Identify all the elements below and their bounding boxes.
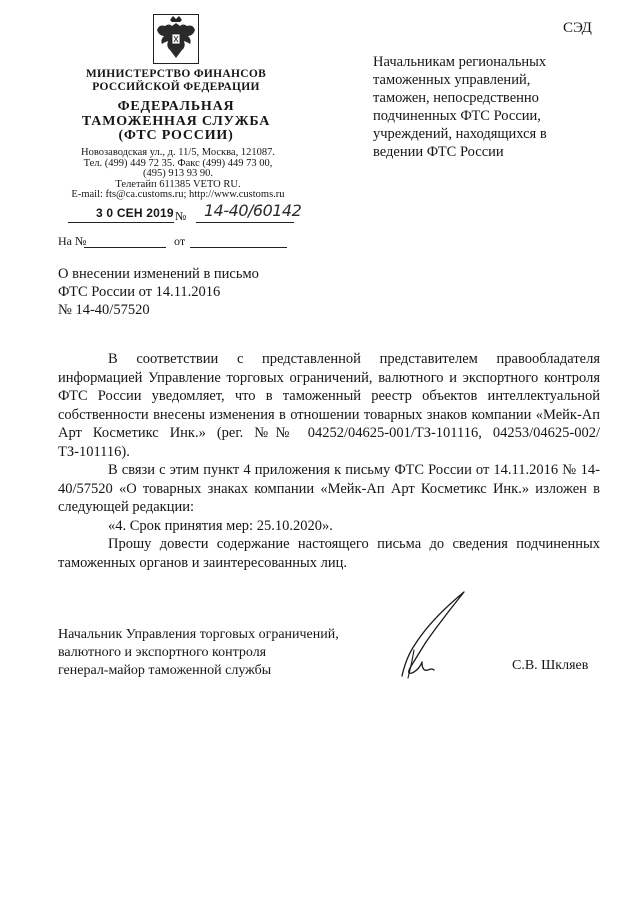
addressee-line: подчиненных ФТС России, bbox=[373, 108, 541, 124]
body-paragraph: В соответствии с представленной представителем правообладателя информацией Управление торговых ограничений, валютного и экспортного контроля ФТС России уведомляет, что в таможенный реестр объектов интеллектуальной собственности внесены изменения в отношении товарных знаков компании «Мейк-Ап Арт Косметикс Инк.» (рег. №№ 04252/04625-001/ТЗ-101116, 04253/04625-002/ТЗ-101116). bbox=[58, 351, 600, 460]
subject-line: О внесении изменений в письмо bbox=[58, 266, 259, 282]
body-paragraph: «4. Срок принятия мер: 25.10.2020». bbox=[108, 517, 333, 534]
coat-of-arms-icon bbox=[153, 14, 199, 64]
reference-number-line bbox=[84, 234, 166, 248]
number-label: № bbox=[175, 209, 187, 223]
ministry-name bbox=[70, 68, 282, 93]
addressee-line: Начальникам региональных bbox=[373, 54, 547, 70]
subject-block bbox=[58, 265, 318, 319]
phone-line: Тел. (499) 449 72 35. Факс (499) 449 73 00, bbox=[83, 157, 273, 169]
reference-date-label: от bbox=[174, 234, 186, 248]
phone-line: (495) 913 93 90. bbox=[143, 168, 213, 179]
service-line: ТАМОЖЕННАЯ СЛУЖБА bbox=[81, 113, 271, 129]
addressee-line: таможенных управлений, bbox=[373, 72, 531, 88]
position-line: Начальник Управления торговых ограничений, bbox=[58, 627, 339, 642]
reference-number-label: На № bbox=[58, 234, 87, 248]
position-line: генерал-майор таможенной службы bbox=[58, 663, 272, 678]
body-paragraph: В связи с этим пункт 4 приложения к письму ФТС России от 14.11.2016 № 14-40/57520 «О товарных знаках компании «Мейк-Ап Арт Косметикс Инк.» изложен в следующей редакции: bbox=[58, 462, 600, 515]
addressee-line: ведении ФТС России bbox=[373, 144, 504, 160]
reference-date-line bbox=[190, 234, 287, 248]
addressee-line: учреждений, находящихся в bbox=[373, 126, 547, 142]
addressee-block bbox=[373, 53, 608, 161]
teletype-line: Телетайп 611385 VETO RU. bbox=[115, 178, 241, 190]
document-date-stamp: 3 0 СЕН 2019 bbox=[96, 206, 174, 220]
addressee-line: таможен, непосредственно bbox=[373, 90, 539, 106]
contact-info bbox=[58, 148, 298, 201]
subject-line: № 14-40/57520 bbox=[58, 302, 150, 318]
address-line: Новозаводская ул., д. 11/5, Москва, 121087. bbox=[81, 147, 275, 158]
signer-name: С.В. Шкляев bbox=[512, 658, 589, 673]
email-line: E-mail: fts@ca.customs.ru; http://www.customs.ru bbox=[71, 189, 285, 200]
letter-body bbox=[58, 350, 600, 572]
service-line: (ФТС РОССИИ) bbox=[118, 128, 234, 143]
service-line: ФЕДЕРАЛЬНАЯ bbox=[117, 99, 235, 114]
ministry-line: МИНИСТЕРСТВО ФИНАНСОВ bbox=[85, 68, 267, 80]
subject-line: ФТС России от 14.11.2016 bbox=[58, 284, 221, 300]
body-paragraph: Прошу довести содержание настоящего письма до сведения подчиненных таможенных органов и заинтересованных лиц. bbox=[58, 536, 600, 571]
service-name bbox=[70, 100, 282, 144]
ministry-line: РОССИЙСКОЙ ФЕДЕРАЦИИ bbox=[92, 80, 260, 93]
registration-number: 14-40/60142 bbox=[204, 201, 302, 220]
signatory-position bbox=[58, 626, 388, 680]
handwritten-signature bbox=[392, 588, 472, 688]
position-line: валютного и экспортного контроля bbox=[58, 645, 267, 660]
sed-mark: СЭД bbox=[563, 20, 592, 36]
